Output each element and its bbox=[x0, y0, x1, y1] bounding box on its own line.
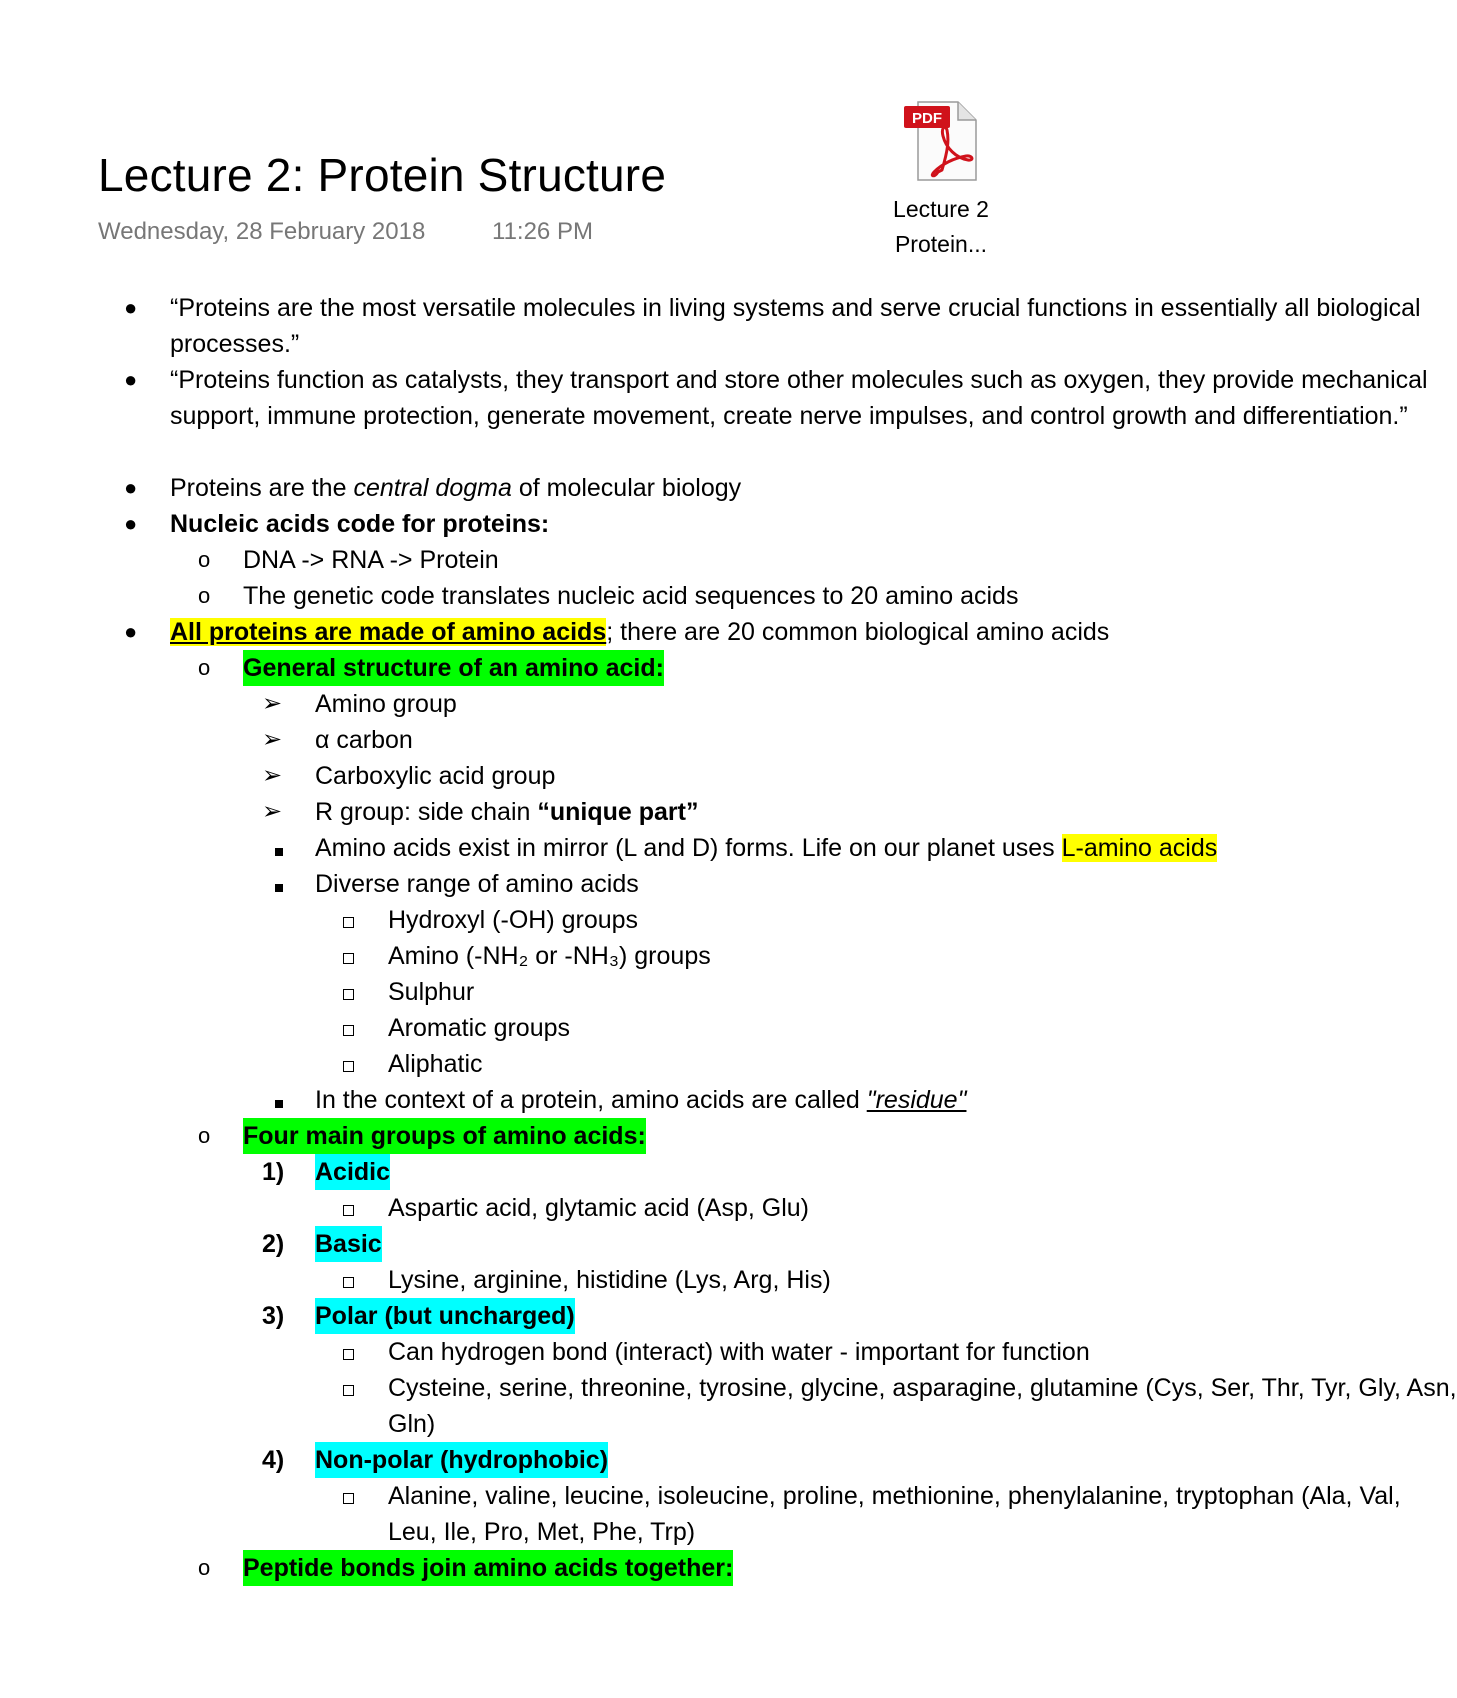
box-bullet-icon bbox=[343, 1205, 354, 1216]
pdf-file-icon bbox=[902, 100, 980, 182]
list-item: ● Nucleic acids code for proteins: bbox=[0, 506, 1200, 542]
page-title: Lecture 2: Protein Structure bbox=[98, 149, 667, 201]
bullet-icon: ● bbox=[124, 511, 138, 536]
list-item: 4) Non-polar (hydrophobic) bbox=[0, 1442, 1200, 1478]
list-item: In the context of a protein, amino acids are called "residue" bbox=[0, 1082, 1200, 1118]
list-item: ➢ Carboxylic acid group bbox=[0, 758, 1200, 794]
list-item: Aliphatic bbox=[0, 1046, 1200, 1082]
arrow-bullet-icon: ➢ bbox=[262, 726, 283, 753]
square-bullet-icon bbox=[275, 884, 283, 892]
list-item: Gln) bbox=[388, 1410, 436, 1438]
box-bullet-icon bbox=[343, 1349, 354, 1360]
list-item: support, immune protection, generate movement, create nerve impulses, and control growth and differentiation.” bbox=[170, 402, 1408, 430]
box-bullet-icon bbox=[343, 1493, 354, 1504]
bullet-icon: ● bbox=[124, 619, 138, 644]
arrow-bullet-icon: ➢ bbox=[262, 762, 283, 789]
list-item: Amino (-NH₂ or -NH₃) groups bbox=[0, 938, 1200, 974]
list-item: 2) Basic bbox=[0, 1226, 1200, 1262]
list-item: Aromatic groups bbox=[0, 1010, 1200, 1046]
pdf-label: PDF bbox=[912, 110, 942, 127]
list-item: processes.” bbox=[170, 330, 300, 358]
bullet-icon: ● bbox=[124, 367, 138, 392]
list-item: 3) Polar (but uncharged) bbox=[0, 1298, 1200, 1334]
page-time: 11:26 PM bbox=[492, 218, 593, 245]
list-item: Hydroxyl (-OH) groups bbox=[0, 902, 1200, 938]
page-date: Wednesday, 28 February 2018 bbox=[98, 218, 426, 245]
list-item: ➢ Amino group bbox=[0, 686, 1200, 722]
box-bullet-icon bbox=[343, 989, 354, 1000]
list-item: Aspartic acid, glytamic acid (Asp, Glu) bbox=[0, 1190, 1200, 1226]
list-item: Can hydrogen bond (interact) with water - important for function bbox=[0, 1334, 1200, 1370]
list-item: o The genetic code translates nucleic acid sequences to 20 amino acids bbox=[0, 578, 1200, 614]
list-item: Sulphur bbox=[0, 974, 1200, 1010]
notes-body bbox=[0, 290, 1457, 1582]
list-item: o Peptide bonds join amino acids together: bbox=[0, 1550, 1200, 1586]
blank-line bbox=[0, 434, 1200, 470]
list-item: ● Proteins are the central dogma of molecular biology bbox=[0, 470, 1200, 506]
attachment-filename: Lecture 2 Protein... bbox=[893, 196, 989, 257]
list-item: o Four main groups of amino acids: bbox=[0, 1118, 1200, 1154]
list-item: o General structure of an amino acid: bbox=[0, 650, 1200, 686]
bullet-icon: ● bbox=[124, 295, 138, 320]
list-item: Alanine, valine, leucine, isoleucine, proline, methionine, phenylalanine, tryptophan (Ala, Val, bbox=[0, 1478, 1200, 1514]
pdf-attachment[interactable] bbox=[876, 100, 1006, 262]
list-item: ➢ R group: side chain “unique part” bbox=[0, 794, 1200, 830]
list-item: ➢ α carbon bbox=[0, 722, 1200, 758]
arrow-bullet-icon: ➢ bbox=[262, 798, 283, 825]
list-item: o DNA -> RNA -> Protein bbox=[0, 542, 1200, 578]
circle-bullet-icon: o bbox=[198, 547, 211, 572]
box-bullet-icon bbox=[343, 1385, 354, 1396]
square-bullet-icon bbox=[275, 1100, 283, 1108]
list-item: 1) Acidic bbox=[0, 1154, 1200, 1190]
arrow-bullet-icon: ➢ bbox=[262, 690, 283, 717]
box-bullet-icon bbox=[343, 1061, 354, 1072]
bullet-icon: ● bbox=[124, 475, 138, 500]
circle-bullet-icon: o bbox=[198, 1555, 211, 1580]
list-item: ● All proteins are made of amino acids; there are 20 common biological amino acids bbox=[0, 614, 1200, 650]
box-bullet-icon bbox=[343, 1277, 354, 1288]
box-bullet-icon bbox=[343, 953, 354, 964]
circle-bullet-icon: o bbox=[198, 655, 211, 680]
list-item: Leu, Ile, Pro, Met, Phe, Trp) bbox=[388, 1518, 696, 1546]
circle-bullet-icon: o bbox=[198, 583, 211, 608]
list-item: ● “Proteins function as catalysts, they transport and store other molecules such as oxygen, they provide mechanical bbox=[0, 362, 1200, 398]
list-item: Diverse range of amino acids bbox=[0, 866, 1200, 902]
box-bullet-icon bbox=[343, 917, 354, 928]
box-bullet-icon bbox=[343, 1025, 354, 1036]
list-item: Amino acids exist in mirror (L and D) forms. Life on our planet uses L-amino acids bbox=[0, 830, 1200, 866]
list-item: Lysine, arginine, histidine (Lys, Arg, His) bbox=[0, 1262, 1200, 1298]
square-bullet-icon bbox=[275, 848, 283, 856]
list-item: ● “Proteins are the most versatile molecules in living systems and serve crucial functions in essentially all biological bbox=[0, 290, 1200, 326]
list-item: Cysteine, serine, threonine, tyrosine, glycine, asparagine, glutamine (Cys, Ser, Thr, Tyr, Gly, Asn, bbox=[0, 1370, 1200, 1406]
circle-bullet-icon: o bbox=[198, 1123, 211, 1148]
